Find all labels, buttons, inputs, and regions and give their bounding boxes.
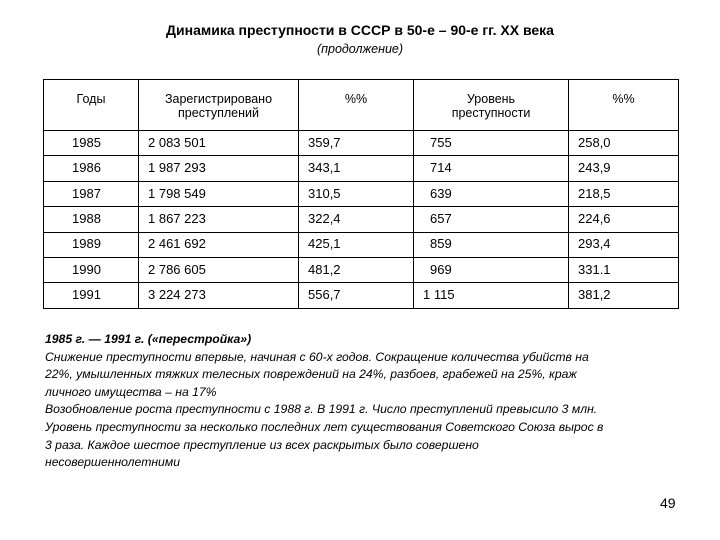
- cell-registered: 1 798 549: [139, 181, 299, 206]
- table-row: [44, 283, 679, 308]
- cell-percent-1: 556,7: [299, 283, 414, 308]
- notes-block: [45, 331, 695, 472]
- cell-percent-2: 258,0: [569, 131, 679, 156]
- notes-line: 3 раза. Каждое шестое преступление из всех раскрытых было совершено: [45, 437, 479, 452]
- header-percent-2-label: %%: [612, 92, 635, 106]
- cell-percent-1: 359,7: [299, 131, 414, 156]
- cell-registered: 2 461 692: [139, 232, 299, 257]
- cell-level: 714: [414, 156, 569, 181]
- cell-year: 1990: [44, 257, 139, 282]
- cell-year: 1988: [44, 207, 139, 232]
- header-registered-line2: преступлений: [178, 106, 259, 121]
- slide-title: Динамика преступности в СССР в 50-е – 90-е гг. XX века: [166, 22, 554, 38]
- cell-registered: 1 867 223: [139, 207, 299, 232]
- header-level: [414, 80, 569, 131]
- cell-level: 859: [414, 232, 569, 257]
- notes-line: личного имущества – на 17%: [45, 384, 217, 399]
- cell-year: 1986: [44, 156, 139, 181]
- header-level-line1: Уровень: [466, 92, 516, 106]
- cell-registered: 3 224 273: [139, 283, 299, 308]
- cell-percent-2: 243,9: [569, 156, 679, 181]
- cell-percent-1: 425,1: [299, 232, 414, 257]
- header-registered-line1: Зарегистрировано: [164, 92, 273, 106]
- cell-year: 1991: [44, 283, 139, 308]
- cell-level: 1 115: [414, 283, 569, 308]
- cell-year: 1989: [44, 232, 139, 257]
- cell-percent-2: 331.1: [569, 257, 679, 282]
- header-percent-1: [299, 80, 414, 131]
- notes-heading: 1985 г. — 1991 г. («перестройка»): [45, 332, 252, 346]
- cell-percent-1: 322,4: [299, 207, 414, 232]
- table-row: [44, 181, 679, 206]
- table-row: [44, 131, 679, 156]
- header-registered: [139, 80, 299, 131]
- cell-percent-1: 310,5: [299, 181, 414, 206]
- table-row: [44, 156, 679, 181]
- page-number: 49: [660, 495, 676, 511]
- cell-level: 969: [414, 257, 569, 282]
- notes-line: 22%, умышленных тяжких телесных повреждений на 24%, разбоев, грабежей на 25%, краж: [45, 367, 577, 382]
- cell-level: 755: [414, 131, 569, 156]
- notes-line: Снижение преступности впервые, начиная с 60-х годов. Сокращение количества убийств на: [45, 349, 589, 364]
- header-years: [44, 80, 139, 131]
- table-row: [44, 257, 679, 282]
- cell-percent-2: 224,6: [569, 207, 679, 232]
- cell-percent-2: 381,2: [569, 283, 679, 308]
- header-percent-2: [569, 80, 679, 131]
- notes-line: Уровень преступности за несколько последних лет существования Советского Союза вырос в: [45, 419, 604, 434]
- cell-percent-2: 293,4: [569, 232, 679, 257]
- cell-registered: 1 987 293: [139, 156, 299, 181]
- cell-level: 657: [414, 207, 569, 232]
- cell-percent-1: 343,1: [299, 156, 414, 181]
- cell-percent-1: 481,2: [299, 257, 414, 282]
- notes-line: Возобновление роста преступности с 1988 г. В 1991 г. Число преступлений превысило 3 млн.: [45, 402, 598, 417]
- crime-statistics-table: [43, 79, 679, 309]
- cell-percent-2: 218,5: [569, 181, 679, 206]
- table-row: [44, 232, 679, 257]
- cell-level: 639: [414, 181, 569, 206]
- header-level-line2: преступности: [451, 106, 531, 121]
- cell-registered: 2 083 501: [139, 131, 299, 156]
- slide-subtitle: (продолжение): [316, 42, 404, 56]
- cell-registered: 2 786 605: [139, 257, 299, 282]
- header-percent-1-label: %%: [344, 92, 368, 106]
- table-row: [44, 207, 679, 232]
- cell-year: 1985: [44, 131, 139, 156]
- table-header-row: [44, 80, 679, 131]
- cell-year: 1987: [44, 181, 139, 206]
- header-years-label: Годы: [76, 92, 106, 106]
- notes-line: несовершеннолетними: [45, 455, 180, 470]
